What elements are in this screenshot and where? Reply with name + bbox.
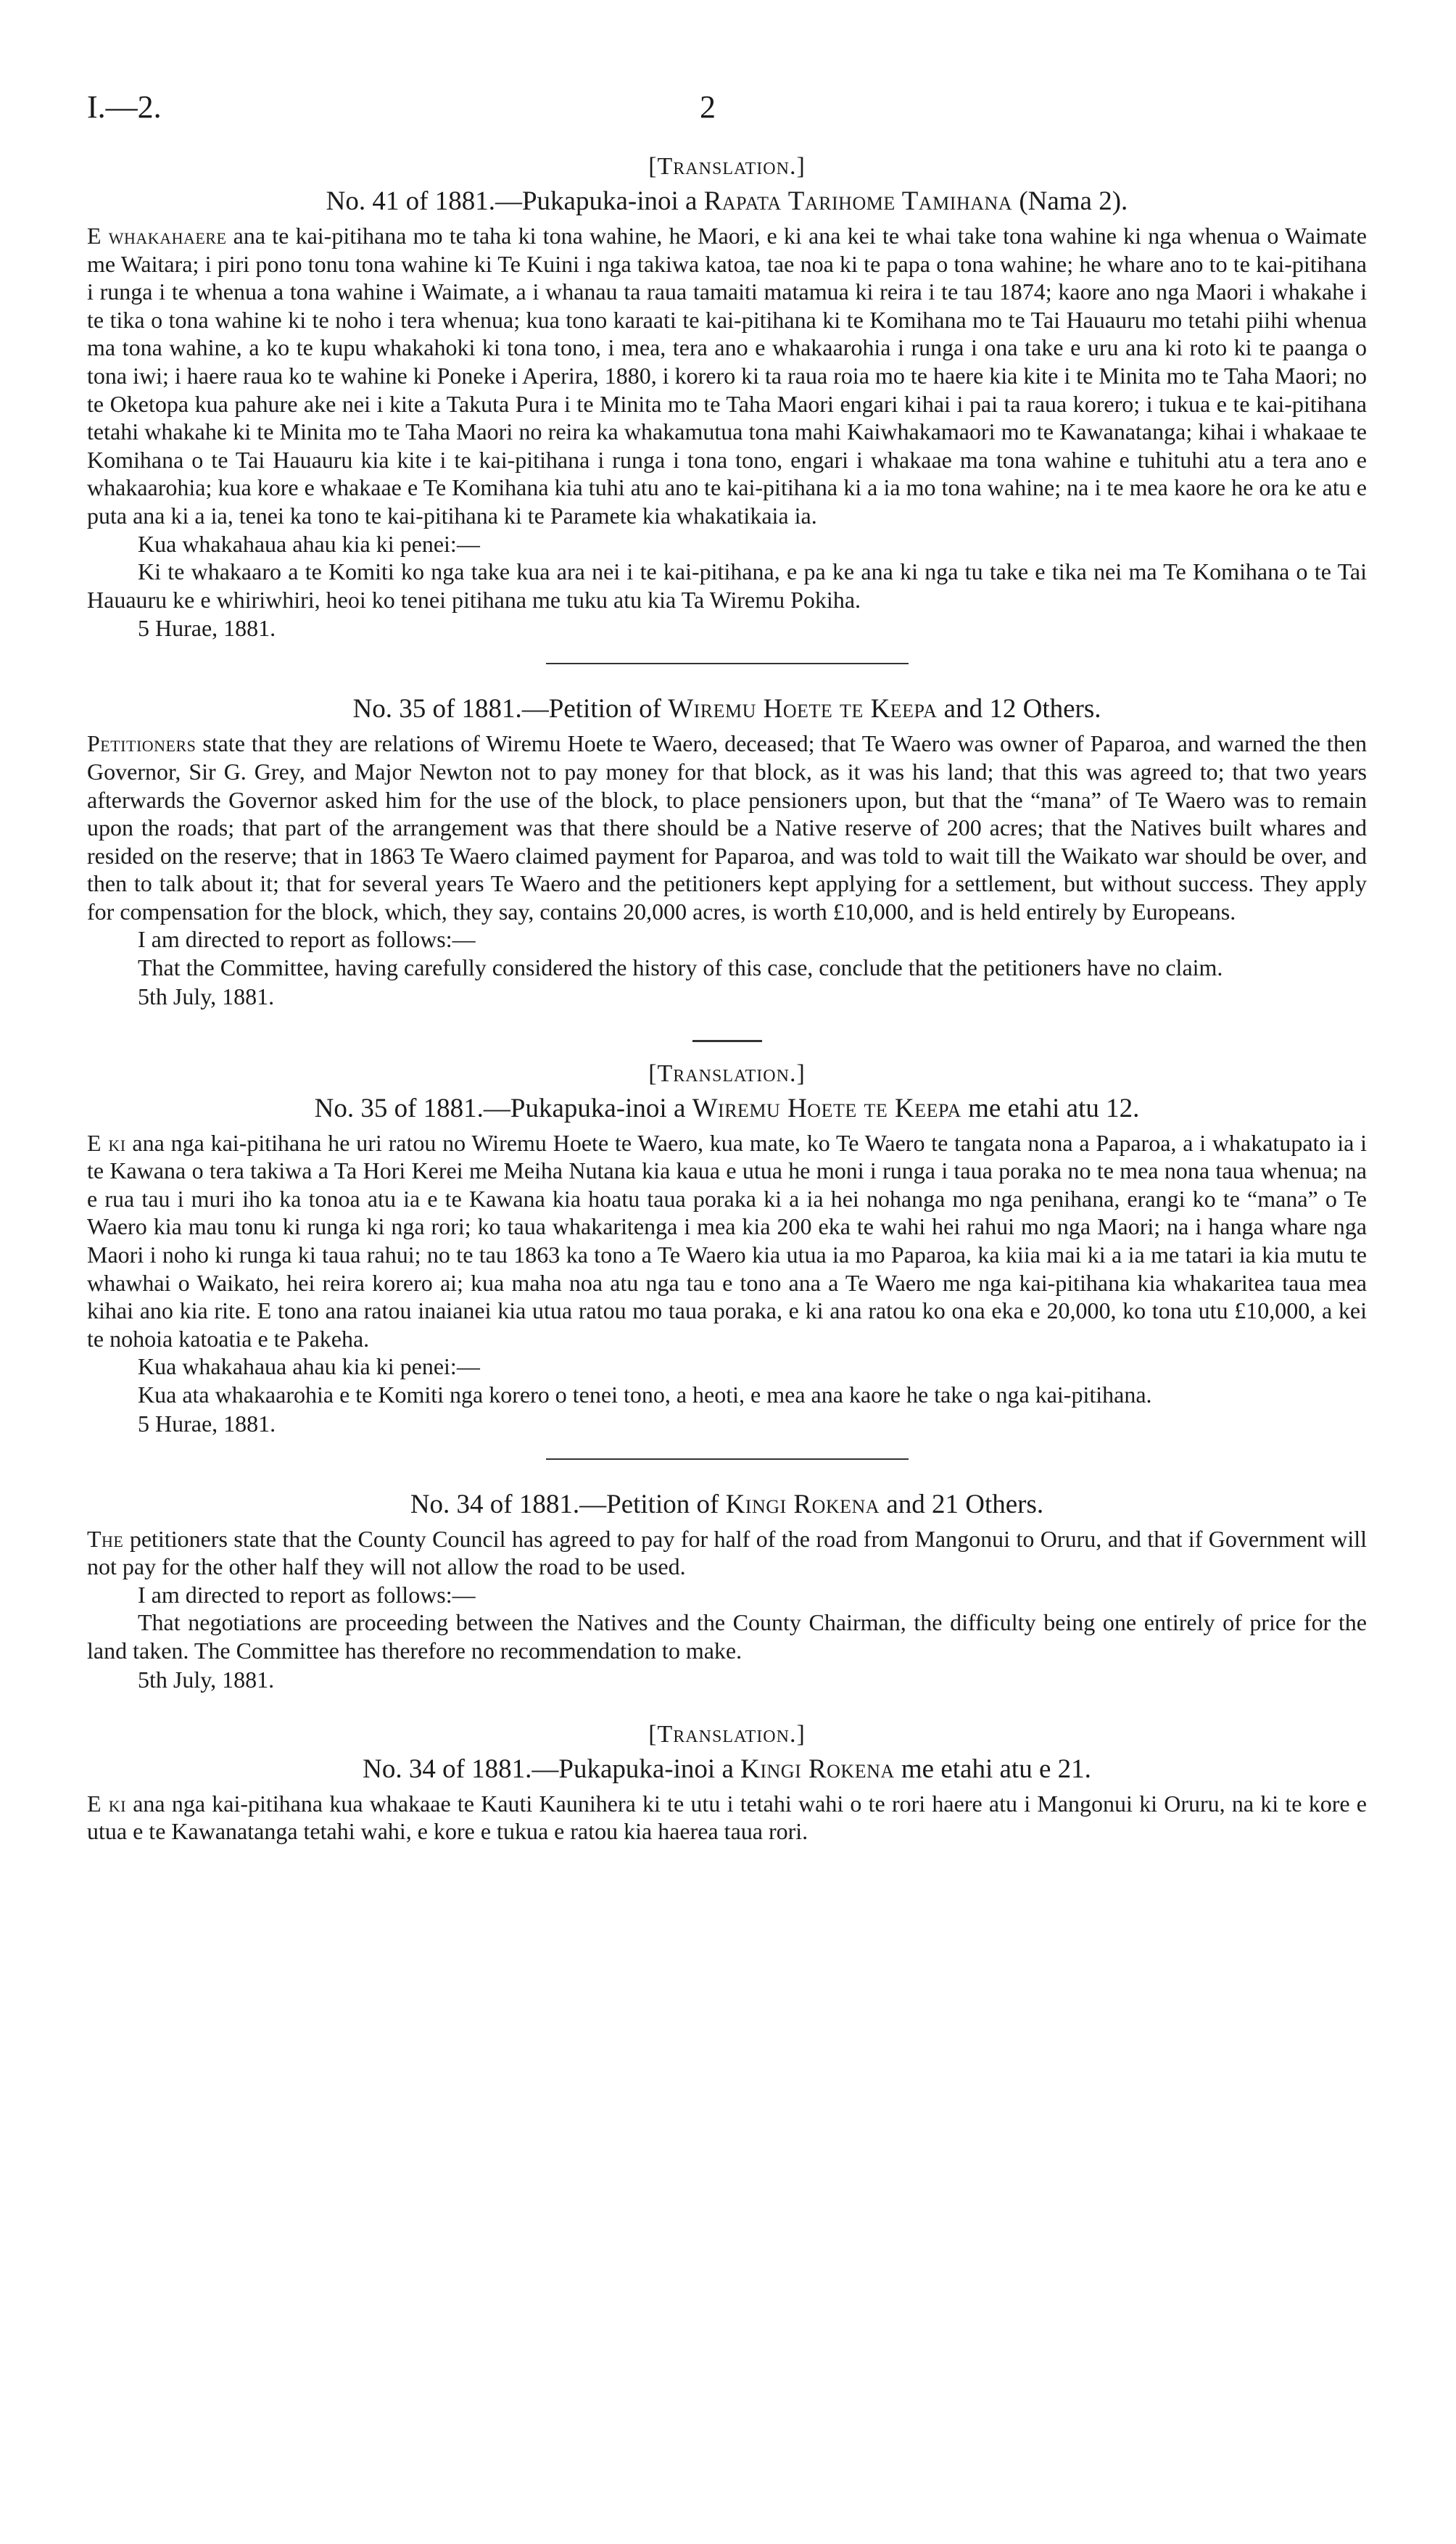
petition-heading [87,1489,1367,1521]
petition-section-34-translation [87,1720,1367,1846]
petition-heading [87,186,1367,218]
directed-line: Kua whakahaua ahau kia ki penei:— [138,530,480,557]
report-date: 5th July, 1881. [138,983,275,1009]
body-text: petitioners state that the County Council has agreed to pay for half of the road from Mangonui to Oruru, and that if Government will not pay for the other half they will not allow the road to be used. [87,1525,1367,1580]
petition-section-34 [87,1489,1367,1694]
body-lead-word: The [87,1525,124,1552]
report-date: 5th July, 1881. [138,1666,275,1693]
petition-body [87,730,1367,925]
heading-prefix: No. 34 of 1881.—Pukapuka-inoi a [363,1754,741,1784]
section-gap [87,1694,1367,1720]
heading-prefix: No. 35 of 1881.—Petition of [352,694,669,724]
body-lead-word: E ki [87,1790,126,1817]
translation-label: [Translation.] [648,1720,806,1748]
body-lead-word: E whakahaere [87,223,227,249]
page-number: 2 [700,89,716,125]
petition-body [87,1790,1367,1846]
report-date: 5 Hurae, 1881. [138,1410,276,1437]
page-content [87,152,1367,1846]
petition-section-35 [87,693,1367,1010]
document-reference: I.—2. [87,89,162,125]
translation-label: [Translation.] [648,153,806,180]
heading-suffix: (Nama 2). [1012,186,1128,216]
petition-body [87,222,1367,530]
section-divider [546,1458,909,1460]
petitioner-name: Kingi Rokena [740,1754,895,1784]
section-divider [692,1040,762,1042]
petitioner-name: Rapata Tarihome Tamihana [703,186,1013,216]
heading-suffix: me etahi atu 12. [961,1093,1140,1123]
body-text: ana nga kai-pitihana he uri ratou no Wiremu Hoete te Waero, kua mate, ko Te Waero te tangata nona a Paparoa, a i whakatupato ia i te Kawana o tera takiwa a Ta Hori Kerei me Meiha Nutana kia kaua e utua he moni i runga i taua poraka no te mea nona taua whenua; na e rua tau i muri iho ka tonoa atu ia e te Kawana kia hoatu taua poraka ki a ia hei nohanga mo nga penihana, erangi ko te “mana” o Te Waero kia mau tonu ki runga ki nga rori; ko taua whakaritenga i mea kia 200 eka te wahi hei rahui mo nga Maori; na i hanga whare nga Maori i noho ki runga ki taua rahui; no te tau 1863 ka tono a Te Waero kia utua ia mo Paparoa, ka kiia mai ki a ia me tatari ia kia mutu te whawhai o Waikato, hei reira korero ai; kua maha noa atu nga tau e tono ana a Te Waero me nga kai-pitihana kia whakaritea taua mea kihai ano kia rite. E tono ana ratou inaianei kia utua ratou mo taua poraka, e ki ana ratou ko ona eka e 20,000, ko tona utu £10,000, a kei te nohoia katoatia e te Pakeha. [87,1129,1368,1352]
heading-prefix: No. 34 of 1881.—Petition of [410,1489,726,1519]
heading-prefix: No. 35 of 1881.—Pukapuka-inoi a [314,1093,692,1123]
body-text: ana te kai-pitihana mo te taha ki tona wahine, he Maori, e ki ana kei te whai take tona wahine ki nga whenua o Waimate me Waitara; i piri pono tonu tona wahine ki Te Kuini i nga takiwa katoa, tae noa ki te papa o tona wahine; he whare ano to te kai-pitihana i runga i te whenua a tona wahine i Waimate, a i whanau ta raua tamaiti matamua ki reira i te tau 1874; kaore ano nga Maori i whakahe i te tika o tona wahine ki te noho i tera whenua; kua tono karaati te kai-pitihana ki te Komihana mo te Tai Hauauru mo tetahi piihi whenua ma tona wahine, a ko te kupu whakahoki ki tona tono, i mea, tera ano e whakaarohia i runga i ona take e uru ana ki roto ki te paanga o tona iwi; i haere raua ko te wahine ki Poneke i Aperira, 1880, i korero ki ta raua roia mo te haere kia kite i te Minita mo te Taha Maori; no te Oketopa kua pahure ake nei i kite a Takuta Pura i te Minita mo te Taha Maori engari kihai i pai ta raua korero; i tukua e te kai-pitihana tetahi whakahe ki te Minita mo te Taha Maori no reira ka whakamutua tona mahi Kaiwhakamaori mo te Kawanatanga; kihai i whakaae te Komihana o te Tai Hauauru kia kite i te kai-pitihana i runga i tona tono, engari i whakaae ma tona wahine e tuhituhi atu a tera ano e whakaarohia; kua kore e whakaae e Te Komihana kia tuhi atu ano te kai-pitihana ki a ia mo tona wahine; na i te mea kaore he ora ke atu e puta ana ki a ia, tenei ka tono te kai-pitihana ki te Paramete kia whakatikaia ia. [87,223,1367,529]
directed-line: I am directed to report as follows:— [138,1581,476,1608]
petition-heading [87,1093,1367,1125]
heading-prefix: No. 41 of 1881.—Pukapuka-inoi a [326,186,704,216]
report-date: 5 Hurae, 1881. [138,615,276,642]
heading-suffix: and 12 Others. [937,694,1101,724]
committee-report: Kua ata whakaarohia e te Komiti nga korero o tenei tono, a heoti, e mea ana kaore he take o nga kai-pitihana. [138,1382,1152,1408]
directed-line: Kua whakahaua ahau kia ki penei:— [138,1353,480,1380]
body-lead-word: E ki [87,1129,126,1156]
body-lead-word: Petitioners [87,730,197,757]
body-text: state that they are relations of Wiremu Hoete te Waero, deceased; that Te Waero was owner of Paparoa, and warned the then Governor, Sir G. Grey, and Major Newton not to pay money for that block, as it was his land; that this was agreed to; that two years afterwards the Governor asked him for the use of the block, to place pensioners upon, but that the “mana” of Te Waero was to remain upon the roads; that part of the arrangement was that there should be a Native reserve of 200 acres; that the Natives built whares and resided on the reserve; that in 1863 Te Waero claimed payment for Paparoa, and was told to wait till the Waikato war should be over, and then to talk about it; that for several years Te Waero and the petitioners kept applying for a settlement, but without success. They apply for compensation for the block, which, they say, contains 20,000 acres, is worth £10,000, and is held entirely by Europeans. [87,730,1367,925]
page-header [87,88,1378,132]
committee-report: Ki te whakaaro a te Komiti ko nga take kua ara nei i te kai-pitihana, e pa ke ana ki nga tu take e tika nei ma Te Komihana o te Tai Hauauru ke e whiriwhiri, heoi ko tenei pitihana me tuku atu kia Ta Wiremu Pokiha. [87,558,1367,613]
petition-section-35-translation [87,1060,1367,1438]
petition-section-41-translation [87,152,1367,643]
translation-label: [Translation.] [648,1060,806,1087]
directed-line: I am directed to report as follows:— [138,926,476,953]
petitioner-name: Wiremu Hoete te Keepa [692,1093,961,1123]
heading-suffix: and 21 Others. [880,1489,1044,1519]
body-text: ana nga kai-pitihana kua whakaae te Kauti Kaunihera ki te utu i tetahi wahi o te rori haere atu i Mangonui ki Oruru, na ki te kore e utua e te Kawanatanga tetahi wahi, e kore e tukua e ratou kia haerea taua rori. [87,1790,1368,1845]
committee-report: That negotiations are proceeding between the Natives and the County Chairman, the difficulty being one entirely of price for the land taken. The Committee has therefore no recommendation to make. [87,1609,1367,1664]
section-divider [546,663,909,664]
committee-report: That the Committee, having carefully considered the history of this case, conclude that the petitioners have no claim. [138,954,1223,981]
petitioner-name: Wiremu Hoete te Keepa [668,694,938,724]
heading-suffix: me etahi atu e 21. [894,1754,1091,1784]
petition-body [87,1129,1367,1353]
petition-heading [87,1754,1367,1785]
petition-heading [87,693,1367,725]
petitioner-name: Kingi Rokena [725,1489,880,1519]
petition-body [87,1525,1367,1581]
